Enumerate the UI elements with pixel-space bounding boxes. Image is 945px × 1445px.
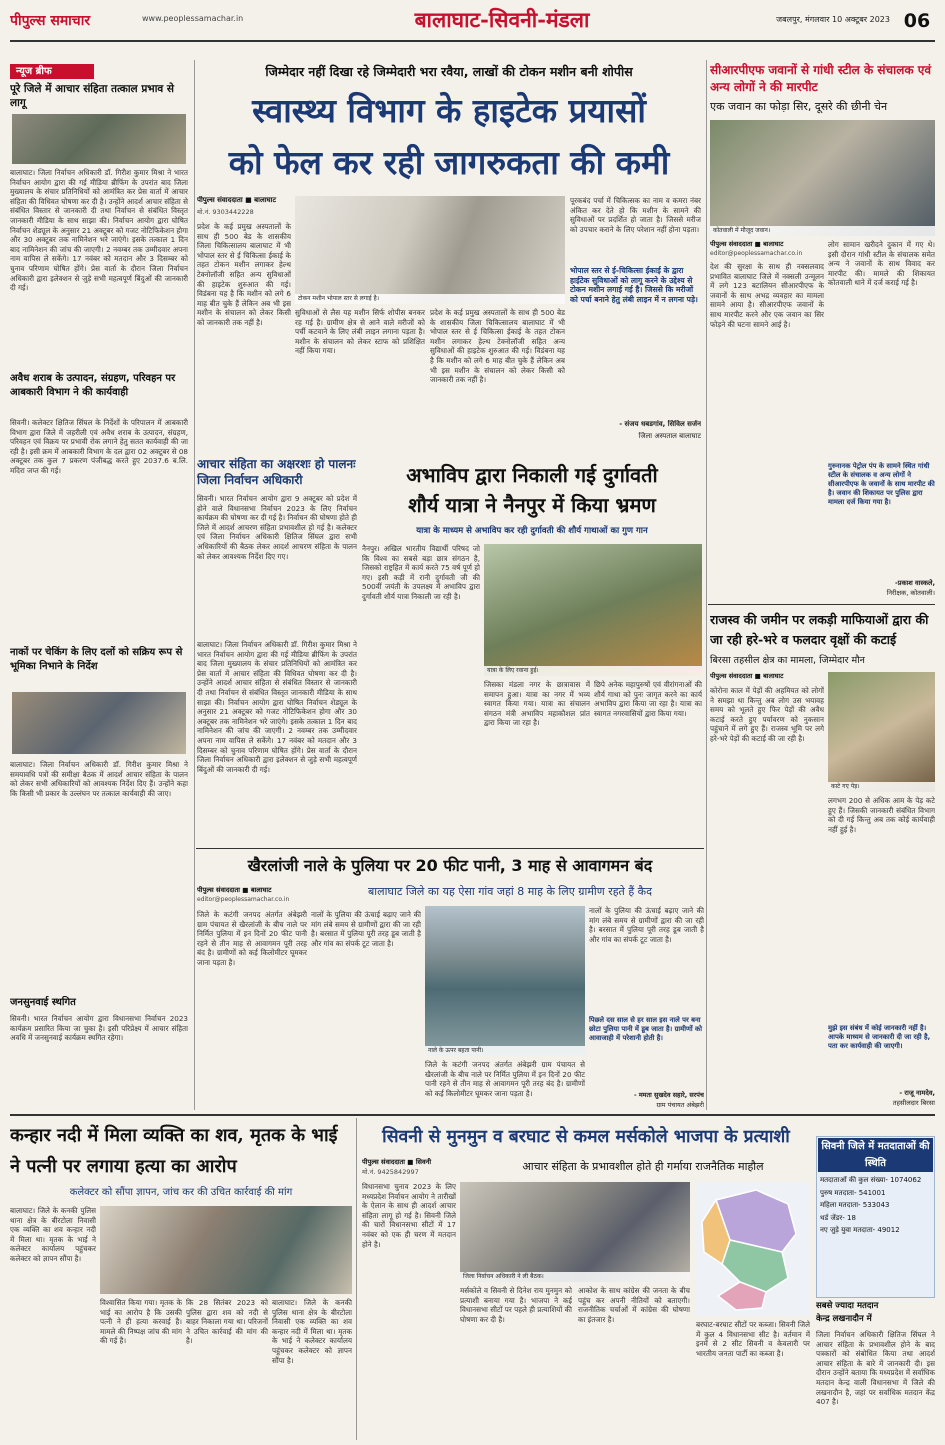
seoni-headline: सिवनी से मुनमुन व बरघाट से कमल मर्सकोले भाजपा के प्रत्याशी	[382, 1127, 790, 1147]
code-body-1: सिवनी। भारत निर्वाचन आयोग द्वारा 9 अक्टूबर को प्रदेश में होने वाले विधानसभा निर्वाचन 2023 के लिए निर्वाचन कार्यक्रम की घोषणा कर दी गई है। निर्वाचन की घोषणा होते ही जिले में आदर्श आचरण संहिता प्रभावशील हो गई है। कलेक्टर एवं जिला निर्वाचन अधिकारी क्षितिज सिंघल द्वारा सभी अधिकारियों की बैठक लेकर आदर्श आचरण संहिता के पालन को लेकर आवश्यक निर्देश दिए गए।	[197, 494, 357, 561]
website: www.peoplessamachar.in	[142, 14, 244, 23]
dateline: जबलपुर, मंगलवार 10 अक्टूबर 2023	[776, 15, 890, 24]
masthead-rule	[10, 40, 935, 42]
bottom-rule	[10, 1114, 935, 1116]
election-meeting-photo	[460, 1182, 690, 1282]
crpf-col1: देश की सुरक्षा के साथ ही नक्सलवाद प्रभावित बालाघाट जिले में नक्सली उन्मूलन में लगे 123 बटालियन सीआरपीएफ के जवानों के साथ अभद्र व्यवहार का मामला सामने आया है। सीआरपीएफ जवानों के साथ मारपीट करने और एक जवान का सिर फोड़ने की घटना सामने आई है।	[710, 262, 824, 329]
lead-quote: भोपाल स्तर से ई-चिकित्सा ईकाई के द्वारा हाईटेक सुविधाओं को लागू करने के उद्देश्य से टोकन मशीन लगाई गई है। जिससे कि मरीजों को पर्चा बनाने हेतु लंबी लाइन में न लगना पड़े।	[570, 266, 698, 304]
culvert-quote-org: ग्राम पंचायत अंबेझरी	[656, 1101, 704, 1109]
culvert-col1: जिले के कटंगी जनपद अंतर्गत अंबेझरी ग्राम पंचायत से खैरलांजी के बीच नाले पर निर्मित पुलिया में इन दिनों 20 फीट पानी रहने से तीन माह से आवागमन पूरी तरह बंद है। ग्रामीणों को कई किलोमीटर घूमकर जाना पड़ता है।	[197, 910, 307, 967]
seoni-col2: मर्सकोले व सिवनी से दिनेश राय मुनमुन को प्रत्याशी बनाया गया है। भाजपा ने कई विधानसभा सीटों पर पहले ही प्रत्याशियों की घोषणा कर दी है।	[460, 1286, 572, 1324]
culvert-byline: पीपुल्स संवाददाता ■ बालाघाट	[197, 886, 272, 894]
brief1-headline: पूरे जिले में आचार संहिता तत्काल प्रभाव से लागू	[10, 83, 174, 109]
lead-col1: प्रदेश के कई प्रमुख अस्पतालों के साथ ही 500 बेड के शासकीय जिला चिकित्सालय बालाघाट में भी भोपाल स्तर से ई चिकित्सा ईकाई के तहत टोकन मशीन लगाकर हेल्थ टेक्नोलॉजी सहित अन्य सुविधाओं की हाइटेक शुरुआत की गई। विडंबना यह है कि मशीन को लगे 6 माह बीत चुके हैं लेकिन अब भी इस मशीन के संचालन को लेकर किसी को जानकारी तक नहीं है।	[197, 222, 291, 327]
lead-quote-author: - संजय धबडगांव, सिविल सर्जन	[619, 420, 701, 428]
stats-subhead-1: सबसे ज्यादा मतदान	[816, 1301, 879, 1311]
seoni-col4: बरघाट-बरघाट सीटों पर कब्जा। सिवनी जिले में कुल 4 विधानसभा सीट है। वर्तमान में इनमें से 2 सीट सिवनी व केवलारी पर भारतीय जनता पार्टी का कब्जा है।	[696, 1320, 810, 1358]
abvp-headline-1: अभाविप द्वारा निकाली गई दुर्गावती	[406, 463, 658, 487]
culvert-photo-caption: नाले के ऊपर बहता पानी।	[425, 1046, 585, 1056]
culvert-col3: नालों के पुलिया की ऊंचाई बढ़ाए जाने की मांग लंबे समय से ग्रामीणों द्वारा की जा रही है। बरसात में पुलिया पूरी तरह डूब जाती है और गांव का संपर्क टूट जाता है।	[589, 906, 704, 944]
abvp-headline-2: शौर्य यात्रा ने नैनपुर में किया भ्रमण	[408, 493, 656, 517]
page-number: 06	[903, 10, 931, 32]
brief3-headline: नाकों पर चेकिंग के लिए दलों को सक्रिय रूप से भूमिका निभाने के निर्देश	[10, 647, 183, 672]
stats-title: सिवनी जिले में मतदाताओं की स्थिति	[818, 1138, 933, 1172]
revenue-quote-title: तहसीलदार बिरसा	[892, 1099, 935, 1107]
revenue-byline: पीपुल्स संवाददाता ■ बालाघाट	[710, 672, 784, 680]
brief1-body: बालाघाट। जिला निर्वाचन अधिकारी डॉ. गिरीश कुमार मिश्रा ने भारत निर्वाचन आयोग द्वारा की गई मीडिया ब्रीफिंग के उपरांत बाद जिला मुख्यालय के संचार प्रतिनिधियों को आमंत्रित कर प्रेस वार्ता में आचार संहिता की विधिवत घोषणा कर दी है। उन्होंने आदर्श आचार संहिता से संबंधित विस्तार से जानकारी दी तथा निर्वाचन से संबंधित विस्तृत जानकारी मीडिया के साथ साझा की। निर्वाचन आयोग द्वारा घोषित निर्वाचन शेड्यूल के अनुसार 21 अक्टूबर को गजट नोटिफिकेशन होगा और 30 अक्टूबर तक नामिनेशन भरे जाएंगे। इसके तत्काल 1 दिन बाद नामिनेशन की जांच की जाएगी। 2 नवम्बर तक उम्मीदवार अपना नाम वापिस ले सकेंगे। 17 नवंबर को मतदान और 3 दिसम्बर को चुनाव परिणाम घोषित होंगे। प्रेस वार्ता के दौरान जिला निर्वाचन अधिकारी द्वारा इलेक्शन से जुड़े सभी महत्वपूर्ण बिंदुओं की जानकारी दी गई।	[10, 168, 188, 293]
crpf-quote: गुरुनानक पेट्रोल पंप के सामने स्थित गांधी स्टील के संचालक व अन्य लोगों ने सीआरपीएफ के जवानों के साथ मारपीट की है। जवान की शिकायत पर पुलिस द्वारा मामला दर्ज किया गया है।	[828, 462, 935, 506]
lead-byline: पीपुल्स संवाददाता ■ बालाघाट	[197, 196, 276, 204]
brief4-body: सिवनी। भारत निर्वाचन आयोग द्वारा विधानसभा निर्वाचन 2023 कार्यक्रम प्रसारित किया जा चुका है। इसी परिप्रेक्ष्य में आचार संहिता अवधि में जनसुनवाई कार्यक्रम स्थगित रहेगा।	[10, 1014, 188, 1043]
checkpoint-meeting-photo	[12, 692, 186, 754]
kanhar-col1: बालाघाट। जिले के कनकी पुलिस थाना क्षेत्र के बीरटोला निवासी एक व्यक्ति का शव कन्हार नदी में मिला था। मृतक के भाई ने कलेक्टर कार्यालय पहुंचकर कलेक्टर को ज्ञापन सौंपा है।	[10, 1206, 96, 1263]
masthead-logo	[10, 6, 140, 36]
seoni-mobile: मो.नं. 9425842997	[362, 1168, 419, 1176]
culvert-email: editor@peoplessamachar.co.in	[197, 896, 290, 903]
culvert-col1b: नालों के पुलिया की ऊंचाई बढ़ाए जाने की मांग लंबे समय से ग्रामीणों द्वारा की जा रही है। बरसात में पुलिया पूरी तरह डूब जाती है और गांव का संपर्क टूट जाता है।	[311, 910, 421, 948]
revenue-quote-author: - राजू नामदेव,	[899, 1089, 935, 1097]
column-divider-right	[706, 60, 707, 1110]
culvert-headline: खैरलांजी नाले के पुलिया पर 20 फीट पानी, 3 माह से आवागमन बंद	[247, 856, 653, 875]
revenue-headline: राजस्व की जमीन पर लकड़ी माफियाओं द्वारा की जा रही हरे-भरे व फलदार वृक्षों की कटाई	[710, 612, 929, 647]
revenue-rule	[708, 604, 935, 605]
seoni-col3: आकोश के साथ कांग्रेस की जनता के बीच पहुंच कर अपनी नीतियों को बताएगी। राजनीतिक चर्चाओं में कांग्रेस की घोषणा का इंतजार है।	[578, 1286, 690, 1324]
lead-col3: पूरकबंद पर्चा में चिकित्सक का नाम व कमरा नंबर अंकित कर देते हो कि मशीन के सामने की सुविधाओं पर प्रदर्शित हो जाता है। जिससे मरीज को उपचार कराने के लिए परेशान नहीं होना पड़ता।	[570, 196, 701, 234]
kanhar-deck: कलेक्टर को सौंपा ज्ञापन, जांच कर की उचित कार्रवाई की मांग	[69, 1187, 293, 1198]
cut-trees-photo	[828, 672, 935, 792]
edition-title: बालाघाट-सिवनी-मंडला	[414, 7, 590, 32]
seoni-district-map	[696, 1182, 810, 1316]
seoni-col1: विधानसभा चुनाव 2023 के लिए मध्यप्रदेश निर्वाचन आयोग ने तारीखों के ऐलान के साथ ही आदर्श आचार संहिता लागू हो गई है। सिवनी जिले की चारों विधानसभा सीटों में 17 नवंबर को एक ही चरण में मतदान होने है।	[362, 1182, 456, 1249]
crpf-photo-caption: कोतवाली में मौजूद जवान।	[710, 226, 935, 236]
revenue-col1: कोरोना काल में पेड़ों की अहमियत को लोगों ने समझा था किन्तु अब लोग उस भयावह समय को भूलते हुए फिर पेड़ों की अवैध कटाई करते हुए पर्यावरण को नुकसान पहुंचाने में लगे हुए हैं। राजस्व भूमि पर लगे हरे-भरे पेड़ों की कटाई की जा रही है।	[710, 686, 824, 743]
meeting-photo	[12, 114, 186, 164]
revenue-quote: मुझे इस संबंध में कोई जानकारी नहीं है। आपके माध्यम से जानकारी दी जा रही है, पता कर कार्यवाही की जाएगी।	[828, 1024, 931, 1050]
crpf-byline: पीपुल्स संवाददाता ■ बालाघाट	[710, 240, 784, 248]
culvert-quote: पिछले दस साल से हर साल इस नाले पर बना छोटा पुलिया पानी में डूब जाता है। ग्रामीणों को आवाजाही में परेशानी होती है।	[589, 1016, 703, 1042]
abvp-col2: जिसका मंडला नगर के छात्रावास में समापन हुआ। यात्रा का नगर में भव्य स्वागत किया गया। यात्रा का संचालन संगठन मंत्री अभाविप महाकौशल प्रांत द्वारा किया जा रहा है।	[484, 680, 590, 728]
seoni-byline: पीपुल्स संवाददाता ■ सिवनी	[362, 1158, 432, 1166]
culvert-deck: बालाघाट जिले का यह ऐसा गांव जहां 8 माह के लिए ग्रामीण रहते हैं कैद	[368, 885, 652, 898]
revenue-photo-caption: काटे गए पेड़।	[828, 782, 935, 792]
crpf-deck: एक जवान का फोड़ा सिर, दूसरे की छीनी चेन	[710, 100, 888, 113]
culvert-col2: जिले के कटंगी जनपद अंतर्गत अंबेझरी ग्राम पंचायत से खैरलांजी के बीच नाले पर निर्मित पुलिया में इन दिनों 20 फीट पानी रहने से तीन माह से आवागमन पूरी तरह बंद है। ग्रामीणों को कई किलोमीटर घूमकर जाना पड़ता है।	[425, 1060, 585, 1098]
kanhar-headline: कन्हार नदी में मिला व्यक्ति का शव, मृतक के भाई ने पत्नी पर लगाया हत्या का आरोप	[10, 1125, 338, 1177]
abvp-photo-caption: यात्रा के लिए रवाना हुई।	[484, 666, 702, 676]
lead-photo-caption: टोकन मशीन भोपाल स्तर से लगाई है।	[295, 294, 565, 304]
culvert-quote-author: - ममता सुखदेव सहारे, सरपंच	[633, 1091, 704, 1099]
lead-headline-2: को फेल कर रही जागरुकता की कमी	[228, 143, 670, 182]
abvp-col1: नैनपुर। अखिल भारतीय विद्यार्थी परिषद जो कि विश्व का सबसे बड़ा छात्र संगठन है, जिसको राष्ट्रहित में कार्य करते 75 वर्ष पूर्ण हो गए। इसी कड़ी में रानी दुर्गावती जी की 500वीं जयंती के उपलक्ष्य में अभाविप द्वारा दुर्गावती शौर्य यात्रा निकाली जा रही है।	[362, 544, 480, 601]
kanhar-col4: बालाघाट। जिले के कनकी पुलिस थाना क्षेत्र के बीरटोला निवासी एक व्यक्ति का शव कन्हार नदी में मिला था। मृतक के भाई ने कलेक्टर कार्यालय पहुंचकर कलेक्टर को ज्ञापन सौंपा है।	[272, 1298, 352, 1365]
crpf-quote-author: -प्रकाश वास्कले,	[894, 579, 935, 587]
revenue-col2: लगभग 200 से अधिक आम के पेड़ कटे हुए हैं। जिसकी जानकारी संबंधित विभाग को दी गई किन्तु अब तक कोई कार्यवाही नहीं हुई है।	[828, 796, 935, 834]
kanhar-col3: कि 28 सितंबर 2023 को पुलिस द्वारा शव को नदी से बाहर निकाला गया था। परिजनों ने उचित कार्रवाई की मांग की है।	[186, 1298, 268, 1346]
news-brief-label: न्यूज ब्रीफ	[10, 64, 94, 79]
stats-item-third-gender: थर्ड जेंडर- 18	[820, 1213, 856, 1222]
stats-subhead-2: केन्द्र लखनादौन में	[816, 1314, 872, 1324]
brief3-body: बालाघाट। जिला निर्वाचन अधिकारी डॉ. गिरीश कुमार मिश्रा ने समयावधि पत्रों की समीक्षा बैठक में आदर्श आचार संहिता के पालन को लेकर सभी अधिकारियों को आवश्यक निर्देश दिए हैं। उन्होंने कहा कि किसी भी प्रकार के उल्लंघन पर तत्काल कार्यवाही की जाए।	[10, 760, 188, 798]
crpf-col2: लोग सामान खरीदने दुकान में गए थे। इसी दौरान गांधी स्टील के संचालक समेत अन्य ने जवानों के साथ विवाद कर मारपीट की। मामले की शिकायत कोतवाली थाने में दर्ज कराई गई है।	[828, 240, 935, 288]
stats-item-male: पुरुष मतदाता- 541001	[820, 1188, 886, 1197]
seoni-deck: आचार संहिता के प्रभावशील होते ही गर्माया राजनैतिक माहौल	[522, 1160, 764, 1173]
yatra-photo	[484, 544, 702, 676]
lead-col2b: प्रदेश के कई प्रमुख अस्पतालों के साथ ही 500 बेड के शासकीय जिला चिकित्सालय बालाघाट में भी भोपाल स्तर से ई चिकित्सा ईकाई के तहत टोकन मशीन लगाकर हेल्थ टेक्नोलॉजी सहित अन्य सुविधाओं की हाइटेक शुरुआत की गई। विडंबना यह है कि मशीन को लगे 6 माह बीत चुके हैं लेकिन अब भी इस मशीन के संचालन को लेकर किसी को जानकारी तक नहीं है।	[430, 308, 565, 385]
memorandum-photo	[100, 1206, 352, 1294]
lead-col2: सुविधाओं से लैस यह मशीन सिर्फ शोपीस बनकर रह गई है। ग्रामीण क्षेत्र से आने वाले मरीजों को पर्ची कटवाने के लिए लंबी लाइन लगाना पड़ता है। मशीन के संचालन को लेकर स्टाफ को प्रशिक्षित नहीं किया गया।	[295, 308, 425, 356]
flooded-culvert-photo	[425, 906, 585, 1056]
crpf-headline: सीआरपीएफ जवानों से गांधी स्टील के संचालक एवं अन्य लोगों ने की मारपीट	[710, 63, 932, 94]
brief4-headline: जनसुनवाई स्थगित	[10, 997, 76, 1008]
stats-body: जिला निर्वाचन अधिकारी क्षितिज सिंघल ने आचार संहिता के प्रभावशील होने के बाद पत्रकारों को संबोधित किया तथा आदर्श आचार संहिता के बारे में जानकारी दी। इस दौरान उन्होंने बताया कि मध्यप्रदेश में सर्वाधिक मतदान केन्द्र वाली विधानसभा में जिले की लखनादौन है, जहां पर सर्वाधिक मतदान केंद्र 407 है।	[816, 1330, 935, 1407]
seoni-photo-caption: जिला निर्वाचन अधिकारी ने ली बैठक।	[460, 1272, 690, 1282]
stats-item-new-voters: नए जुड़े युवा मतदाता- 49012	[820, 1226, 900, 1234]
culvert-rule	[196, 848, 704, 849]
lead-mobile: मो.नं. 9303442228	[197, 208, 254, 216]
brief2-headline: अवैध शराब के उत्पादन, संग्रहण, परिवहन पर आबकारी विभाग ने की कार्यवाही	[10, 373, 176, 398]
stats-item-total: मतदाताओं की कुल संख्या- 1074062	[820, 1176, 922, 1184]
brief2-body: सिवनी। कलेक्टर क्षितिज सिंघल के निर्देशों के परिपालन में आबकारी विभाग द्वारा जिले में जहरीली एवं अवैध शराब के उत्पादन, संग्रहण, परिवहन एवं विक्रय पर प्रभावी रोक लगाने हेतु सतत कार्यवाही की जा रही है। इसी क्रम में आबकारी विभाग के दल द्वारा 02 अक्टूबर से 08 अक्टूबर तक कुल 7 प्रकरण पंजीबद्ध करते हुए 2037.6 ब.लि. मदिरा जप्त की गई।	[10, 418, 188, 475]
stats-item-female: महिला मतदाता- 533043	[820, 1201, 890, 1209]
revenue-deck: बिरसा तहसील क्षेत्र का मामला, जिम्मेदार मौन	[710, 655, 865, 666]
crpf-photo	[710, 120, 935, 236]
lead-kicker: जिम्मेदार नहीं दिखा रहे जिम्मेदारी भरा रवैया, लाखों की टोकन मशीन बनी शोपीस	[265, 64, 633, 79]
bottom-divider	[356, 1118, 357, 1440]
logo-text: पीपुल्स समाचार	[10, 13, 91, 29]
crpf-email: editor@peoplessamachar.co.in	[710, 250, 803, 257]
token-machine-photo	[295, 196, 565, 304]
crpf-quote-title: निरीक्षक, कोतवाली।	[886, 589, 935, 597]
lead-quote-org: जिला अस्पताल बालाघाट	[638, 432, 701, 440]
kanhar-col2: विश्वासित किया गया। मृतक के भाई का आरोप है कि उसकी पत्नी ने ही हत्या करवाई है। मामले की निष्पक्ष जांच की मांग की गई है।	[100, 1298, 182, 1346]
abvp-col3: छिपे अनेक महापुरुषों एवं वीरांगनाओं की शौर्य गाथा को पुनः जागृत करने का कार्य अभाविप द्वारा किया जा रहा है। यात्रा का स्वागत नगरवासियों द्वारा किया गया।	[594, 680, 702, 718]
code-headline: आचार संहिता का अक्षरशः हो पालनः जिला निर्वाचन अधिकारी	[197, 457, 356, 487]
lead-headline-1: स्वास्थ्य विभाग के हाइटेक प्रयासों	[252, 91, 646, 130]
abvp-deck: यात्रा के माध्यम से अभाविप कर रही दुर्गावती की शौर्य गाथाओं का गुण गान	[416, 526, 648, 536]
column-divider	[194, 60, 195, 1110]
stats-list	[820, 1176, 933, 1296]
code-body-2: बालाघाट। जिला निर्वाचन अधिकारी डॉ. गिरीश कुमार मिश्रा ने भारत निर्वाचन आयोग द्वारा की गई मीडिया ब्रीफिंग के उपरांत बाद जिला मुख्यालय के संचार प्रतिनिधियों को आमंत्रित कर प्रेस वार्ता में आचार संहिता की विधिवत घोषणा कर दी है। उन्होंने आदर्श आचार संहिता से संबंधित विस्तार से जानकारी दी तथा निर्वाचन से संबंधित विस्तृत जानकारी मीडिया के साथ साझा की। निर्वाचन आयोग द्वारा घोषित निर्वाचन शेड्यूल के अनुसार 21 अक्टूबर को गजट नोटिफिकेशन होगा और 30 अक्टूबर तक नामिनेशन भरे जाएंगे। इसके तत्काल 1 दिन बाद नामिनेशन की जांच की जाएगी। 2 नवम्बर तक उम्मीदवार अपना नाम वापिस ले सकेंगे। 17 नवंबर को मतदान और 3 दिसम्बर को चुनाव परिणाम घोषित होंगे। प्रेस वार्ता के दौरान जिला निर्वाचन अधिकारी द्वारा इलेक्शन से जुड़े सभी महत्वपूर्ण बिंदुओं की जानकारी दी गई।	[197, 640, 357, 774]
